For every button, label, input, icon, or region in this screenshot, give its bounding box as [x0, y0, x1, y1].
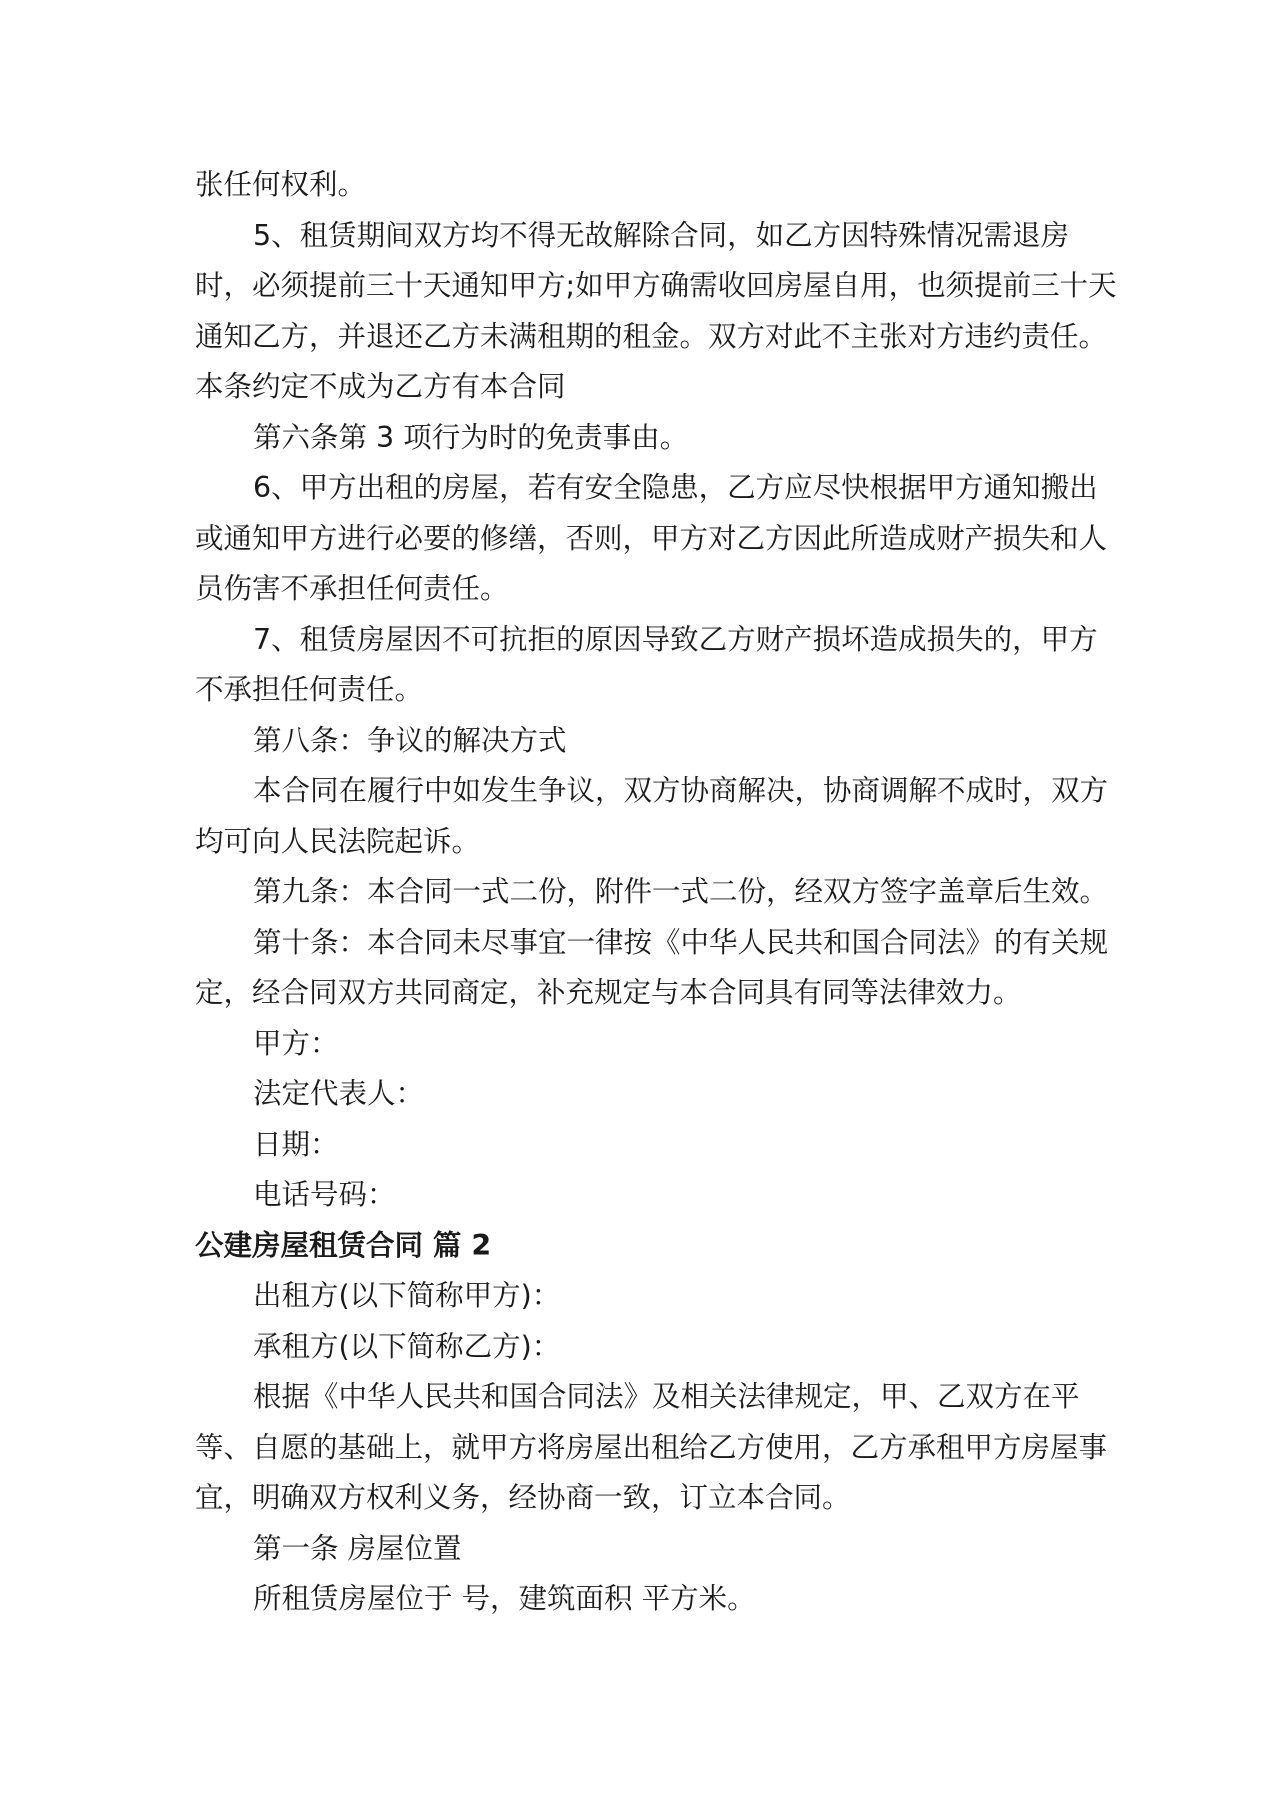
lessor-line: 出租方(以下简称甲方)：: [253, 1279, 561, 1312]
paragraph-clause-5: 5、租赁期间双方均不得无故解除合同，如乙方因特殊情况需退房时，必须提前三十天通知甲方;如甲方确需收回房屋自用，也须提前三十天通知乙方，并退还乙方未满租期的租金。双方对此不主张对方违约责任。本条约定不成为乙方有本合同: [195, 218, 1117, 403]
section-2-title: 公建房屋租赁合同 篇 2: [195, 1228, 492, 1262]
signature-legal-rep: 法定代表人：: [253, 1077, 425, 1110]
paragraph-clause-7: 7、租赁房屋因不可抗拒的原因导致乙方财产损坏造成损失的，甲方不承担任何责任。: [195, 622, 1098, 706]
article-1-body: 所租赁房屋位于 号，建筑面积 平方米。: [253, 1582, 756, 1615]
paragraph-clause-6: 6、甲方出租的房屋，若有安全隐患，乙方应尽快根据甲方通知搬出或通知甲方进行必要的修缮，否则，甲方对乙方因此所造成财产损失和人员伤害不承担任何责任。: [195, 471, 1108, 605]
article-10: 第十条：本合同未尽事宜一律按《中华人民共和国合同法》的有关规定，经合同双方共同商定，补充规定与本合同具有同等法律效力。: [195, 925, 1109, 1009]
preamble-paragraph: 根据《中华人民共和国合同法》及相关法律规定，甲、乙双方在平等、自愿的基础上，就甲方将房屋出租给乙方使用，乙方承租甲方房屋事宜，明确双方权利义务，经协商一致，订立本合同。: [195, 1380, 1108, 1514]
article-8-heading: 第八条：争议的解决方式: [253, 723, 567, 757]
paragraph-clause-5-tail: 第六条第 3 项行为时的免责事由。: [253, 420, 689, 454]
lessee-line: 承租方(以下简称乙方)：: [253, 1329, 561, 1363]
paragraph-continuation: 张任何权利。: [195, 168, 367, 201]
article-8-body: 本合同在履行中如发生争议，双方协商解决，协商调解不成时，双方均可向人民法院起诉。: [195, 774, 1109, 858]
signature-phone: 电话号码：: [253, 1178, 396, 1211]
article-9: 第九条：本合同一式二份，附件一式二份，经双方签字盖章后生效。: [253, 875, 1109, 908]
signature-party-a: 甲方：: [253, 1026, 339, 1060]
document-body: [195, 160, 1120, 1625]
signature-date: 日期：: [253, 1127, 339, 1161]
article-1-heading: 第一条 房屋位置: [253, 1531, 462, 1565]
